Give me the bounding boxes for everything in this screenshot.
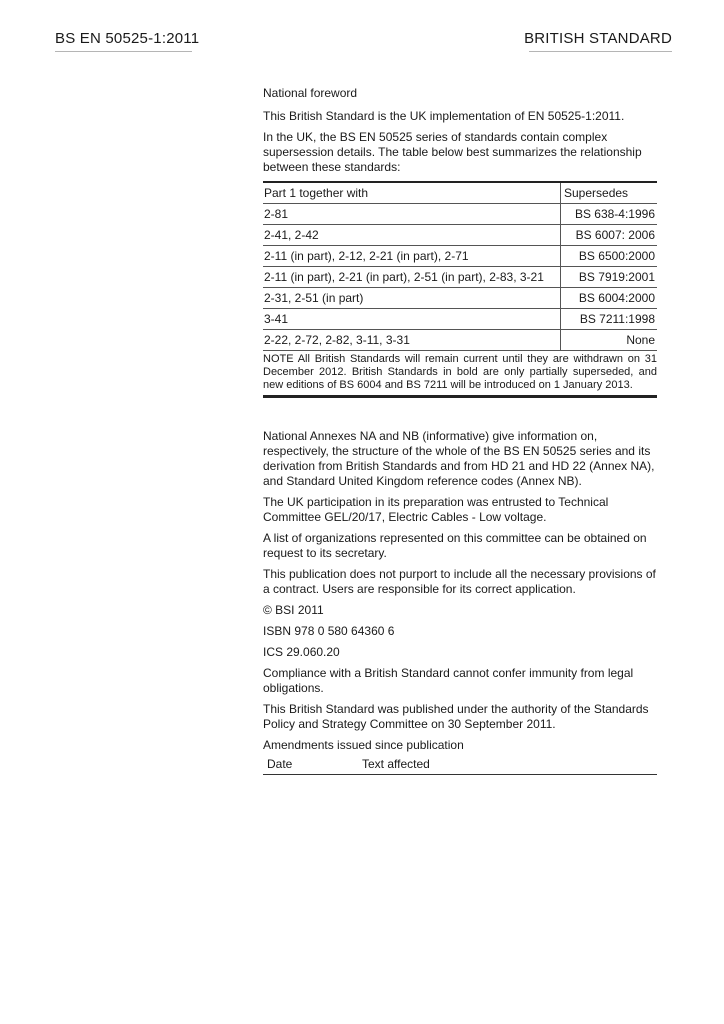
foreword-section xyxy=(263,86,657,398)
table-cell: BS 6500:2000 xyxy=(561,246,658,267)
header-right-rule xyxy=(529,51,672,52)
organizations-paragraph: A list of organizations represented on this committee can be obtained on request to its secretary. xyxy=(263,531,647,560)
table-cell: 2-22, 2-72, 2-82, 3-11, 3-31 xyxy=(263,330,561,351)
body-section xyxy=(263,429,657,775)
table-cell: BS 7919:2001 xyxy=(561,267,658,288)
header-left-rule xyxy=(55,51,192,52)
table-note: NOTE All British Standards will remain current until they are withdrawn on 31 December 2012. British Standards in bold are only partially superseded, and new editions of BS 6004 and BS 7211 will be introduced on 1 January 2013. xyxy=(263,353,657,391)
copyright-line: © BSI 2011 xyxy=(263,603,324,617)
table-cell: BS 7211:1998 xyxy=(561,309,658,330)
participation-paragraph: The UK participation in its preparation was entrusted to Technical Committee GEL/20/17, Electric Cables - Low voltage. xyxy=(263,495,609,524)
table-row xyxy=(263,288,657,309)
amendments-rule xyxy=(263,774,657,775)
table-cell: 2-11 (in part), 2-12, 2-21 (in part), 2-71 xyxy=(263,246,561,267)
table-row xyxy=(263,246,657,267)
table-row xyxy=(263,309,657,330)
table-cell: 2-81 xyxy=(263,204,561,225)
supersession-table xyxy=(263,181,657,398)
table-header-cell: Part 1 together with xyxy=(263,183,561,204)
foreword-paragraph-2: In the UK, the BS EN 50525 series of standards contain complex supersession details. The table below best summarizes the relationship between these standards: xyxy=(263,130,642,174)
compliance-paragraph: Compliance with a British Standard cannot confer immunity from legal obligations. xyxy=(263,666,634,695)
table-row xyxy=(263,267,657,288)
table-cell: BS 638-4:1996 xyxy=(561,204,658,225)
table-cell: 2-31, 2-51 (in part) xyxy=(263,288,561,309)
authority-paragraph: This British Standard was published under the authority of the Standards Policy and Strategy Committee on 30 September 2011. xyxy=(263,702,649,731)
table-cell: 3-41 xyxy=(263,309,561,330)
contract-paragraph: This publication does not purport to include all the necessary provisions of a contract. Users are responsible for its correct application. xyxy=(263,567,656,596)
table-bottom-rule xyxy=(263,395,657,398)
table-header-row xyxy=(263,183,657,204)
table-cell: BS 6007: 2006 xyxy=(561,225,658,246)
table-header-cell: Supersedes xyxy=(561,183,658,204)
table-cell: 2-11 (in part), 2-21 (in part), 2-51 (in part), 2-83, 3-21 xyxy=(263,267,561,288)
table-cell: None xyxy=(561,330,658,351)
table-row xyxy=(263,225,657,246)
table-row xyxy=(263,204,657,225)
foreword-title: National foreword xyxy=(263,86,358,100)
table-row xyxy=(263,330,657,351)
amendments-header-row xyxy=(263,757,657,774)
annexes-paragraph: National Annexes NA and NB (informative) give information on, respectively, the structure of the whole of the BS EN 50525 series and its derivation from British Standards and from HD 21 and HD 22 (Annex NA), and Standard United Kingdom reference codes (Annex NB). xyxy=(263,429,655,488)
amendments-title: Amendments issued since publication xyxy=(263,738,464,752)
header-doc-number: BS EN 50525-1:2011 xyxy=(55,30,200,47)
header-label: BRITISH STANDARD xyxy=(524,30,672,47)
amendments-date-header: Date xyxy=(267,757,293,771)
isbn-line: ISBN 978 0 580 64360 6 xyxy=(263,624,395,638)
ics-line: ICS 29.060.20 xyxy=(263,645,340,659)
foreword-paragraph-1: This British Standard is the UK implementation of EN 50525-1:2011. xyxy=(263,109,625,123)
amendments-text-header: Text affected xyxy=(362,757,430,771)
table-cell: BS 6004:2000 xyxy=(561,288,658,309)
table-cell: 2-41, 2-42 xyxy=(263,225,561,246)
